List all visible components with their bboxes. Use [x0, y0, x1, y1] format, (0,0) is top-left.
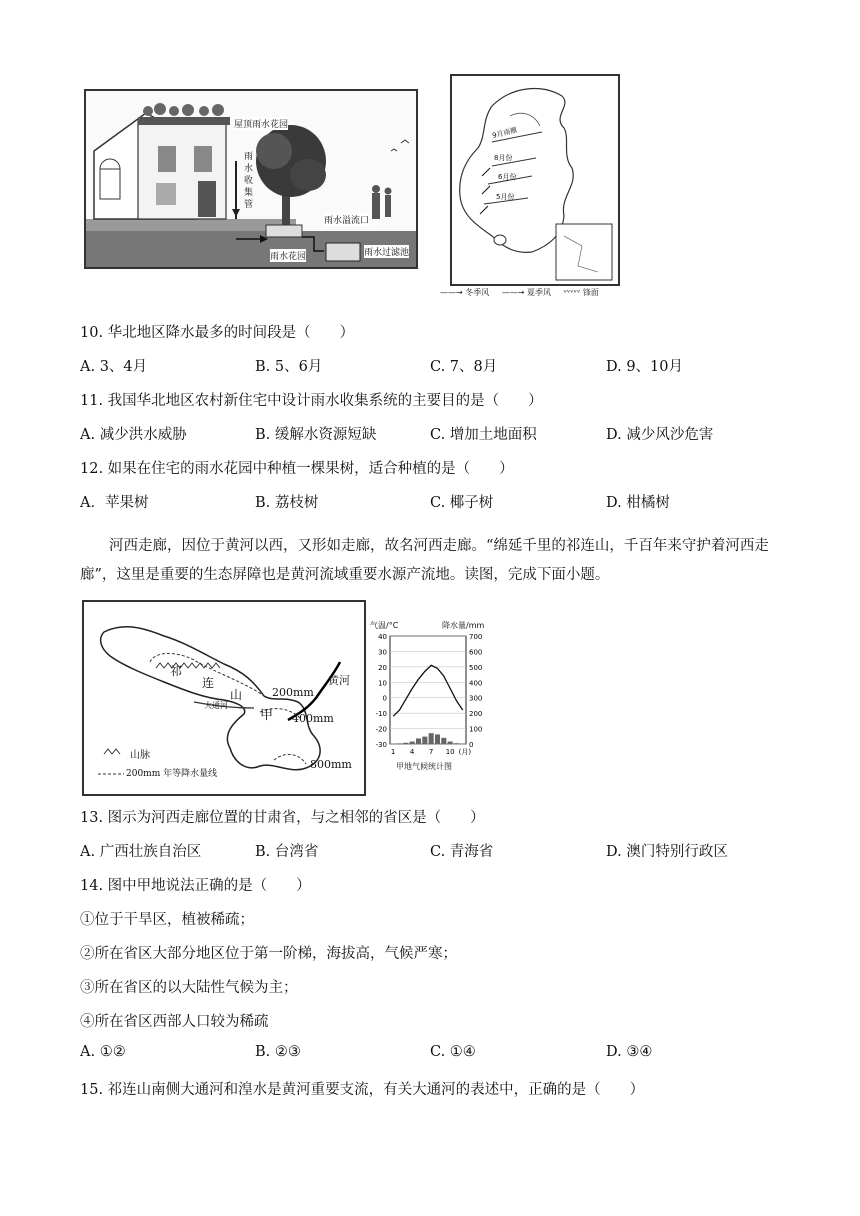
q10-option-d[interactable]: D. 9、10月	[606, 359, 684, 375]
q14-statement-2: ②所在省区大部分地区位于第一阶梯，海拔高，气候严寒；	[80, 946, 457, 962]
map-label-yellow-river: 黄河	[328, 674, 350, 687]
label-rain-garden: 雨水花园	[270, 249, 306, 262]
q12-option-a[interactable]: A．苹果树	[80, 495, 149, 511]
chart-left-tick: 20	[378, 663, 387, 672]
chart-left-axis-label: 气温/°C	[370, 621, 399, 630]
legend-winter: 冬季风	[465, 288, 490, 297]
q10-option-a[interactable]: A. 3、4月	[80, 359, 148, 375]
chart-right-tick: 700	[469, 633, 483, 641]
monsoon-legend	[440, 287, 640, 298]
question-11-stem: 11. 我国华北地区农村新住宅中设计雨水收集系统的主要目的是（ ）	[80, 393, 543, 409]
chart-right-tick: 0	[469, 741, 474, 749]
chart-left-tick: -10	[375, 710, 387, 719]
q11-option-a[interactable]: A. 减少洪水威胁	[80, 427, 187, 443]
q12-option-b[interactable]: B. 荔枝树	[255, 495, 319, 511]
chart-left-tick: -30	[375, 741, 387, 749]
precip-bar	[422, 737, 427, 744]
chart-right-axis-label: 降水量/mm	[442, 621, 485, 630]
legend-isohyet: 200mm 年等降水量线	[126, 769, 218, 779]
q14-option-a[interactable]: A. ①②	[80, 1044, 126, 1060]
q14-option-b[interactable]: B. ②③	[255, 1044, 301, 1060]
map-label-400mm: 400mm	[292, 712, 334, 725]
chart-left-tick: 0	[382, 694, 387, 703]
map-label-qi: 祁	[170, 664, 183, 678]
chart-right-tick: 100	[469, 725, 483, 734]
collect-char-4: 集	[244, 188, 254, 198]
chart-right-tick: 600	[469, 648, 483, 657]
collect-char-1: 雨	[244, 152, 254, 162]
q11-option-c[interactable]: C. 增加土地面积	[430, 427, 537, 443]
q13-option-b[interactable]: B. 台湾省	[255, 844, 319, 860]
legend-winter-arrow-icon: ——→	[440, 288, 463, 297]
chart-x-unit: (月)	[458, 748, 472, 756]
chart-right-tick: 500	[469, 663, 483, 672]
map-label-datong: 大通河	[204, 701, 228, 710]
q11-option-d[interactable]: D. 减少风沙危害	[606, 427, 714, 443]
q13-option-d[interactable]: D. 澳门特别行政区	[606, 844, 728, 860]
legend-mountain: 山脉	[130, 750, 150, 761]
label-sep: 9月南撤	[491, 126, 519, 140]
chart-x-tick: 1	[390, 748, 396, 756]
label-aug: 8月份	[494, 154, 513, 162]
precip-bar	[410, 742, 415, 744]
q11-option-b[interactable]: B. 缓解水资源短缺	[255, 427, 377, 443]
climate-chart-svg	[366, 630, 492, 770]
legend-summer-arrow-icon: ——→	[501, 288, 525, 297]
precip-bar	[448, 742, 453, 744]
legend-front-icon: ᵛᵛᵛᵛᵛ	[563, 288, 581, 297]
question-14-stem: 14. 图中甲地说法正确的是（ ）	[80, 878, 311, 894]
question-12-stem: 12. 如果在住宅的雨水花园中种植一棵果树，适合种植的是（ ）	[80, 461, 514, 477]
label-jun: 6月份	[498, 173, 517, 181]
chart-right-tick: 400	[469, 679, 483, 688]
label-collection-pipe	[244, 151, 256, 211]
label-roof-garden: 屋顶雨水花园	[234, 117, 288, 130]
gansu-map-figure	[82, 600, 366, 796]
chart-x-tick: 4	[409, 748, 415, 756]
precip-bar	[454, 743, 459, 744]
q10-option-c[interactable]: C. 7、8月	[430, 359, 498, 375]
precip-bar	[435, 734, 440, 744]
chart-right-tick: 200	[469, 710, 483, 719]
chart-left-tick: -20	[375, 725, 387, 734]
chart-left-tick: 10	[378, 679, 387, 688]
collect-char-5: 管	[244, 200, 254, 210]
precip-bar	[441, 738, 446, 744]
legend-summer: 夏季风	[527, 288, 552, 297]
q14-statement-3: ③所在省区的以大陆性气候为主；	[80, 980, 298, 996]
collect-char-3: 收	[244, 176, 254, 186]
question-13-stem: 13. 图示为河西走廊位置的甘肃省，与之相邻的省区是（ ）	[80, 810, 485, 826]
precip-bar	[403, 743, 408, 744]
precip-bar	[397, 743, 402, 744]
q13-option-a[interactable]: A. 广西壮族自治区	[80, 844, 202, 860]
question-15-stem: 15. 祁连山南侧大通河和湟水是黄河重要支流，有关大通河的表述中，正确的是（ ）	[80, 1082, 645, 1098]
china-outline-map	[452, 76, 618, 284]
chart-x-tick: 10	[445, 748, 455, 756]
question-10-stem: 10. 华北地区降水最多的时间段是（ ）	[80, 325, 355, 341]
label-may: 5月份	[496, 193, 515, 201]
q14-statement-1: ①位于干旱区，植被稀疏；	[80, 912, 254, 928]
climate-chart	[366, 620, 492, 770]
legend-front: 锋面	[582, 288, 599, 297]
rain-garden-figure	[84, 89, 418, 269]
precip-bar	[416, 738, 421, 744]
map-label-200mm: 200mm	[272, 686, 314, 699]
map-label-jia: 甲	[260, 708, 274, 723]
monsoon-map-figure	[450, 74, 620, 286]
q14-option-c[interactable]: C. ①④	[430, 1044, 476, 1060]
q10-option-b[interactable]: B. 5、6月	[255, 359, 323, 375]
precip-bar	[429, 733, 434, 744]
chart-plot-frame	[390, 636, 466, 744]
chart-left-tick: 30	[378, 648, 387, 657]
map-label-lian: 连	[202, 676, 215, 690]
chart-title: 甲地气候统计图	[396, 762, 452, 771]
map-label-shan: 山	[230, 688, 243, 702]
chart-left-tick: 40	[378, 633, 387, 641]
label-filter-pool: 雨水过滤池	[364, 245, 409, 258]
collect-char-2: 水	[244, 164, 254, 174]
q14-statement-4: ④所在省区西部人口较为稀疏	[80, 1014, 269, 1030]
q14-option-d[interactable]: D. ③④	[606, 1044, 653, 1060]
chart-x-tick: 7	[428, 748, 434, 756]
chart-right-tick: 300	[469, 694, 483, 703]
passage-text: 河西走廊，因位于黄河以西，又形如走廊，故名河西走廊。“绵延千里的祁连山，千百年来守护着河西走廊”，这里是重要的生态屏障也是黄河流域重要水源产流地。读图，完成下面小题。	[80, 538, 769, 583]
q12-option-d[interactable]: D. 柑橘树	[606, 495, 670, 511]
label-overflow: 雨水溢流口	[324, 213, 369, 226]
q13-option-c[interactable]: C. 青海省	[430, 844, 494, 860]
q12-option-c[interactable]: C. 椰子树	[430, 495, 494, 511]
map-label-800mm: 800mm	[310, 758, 352, 771]
